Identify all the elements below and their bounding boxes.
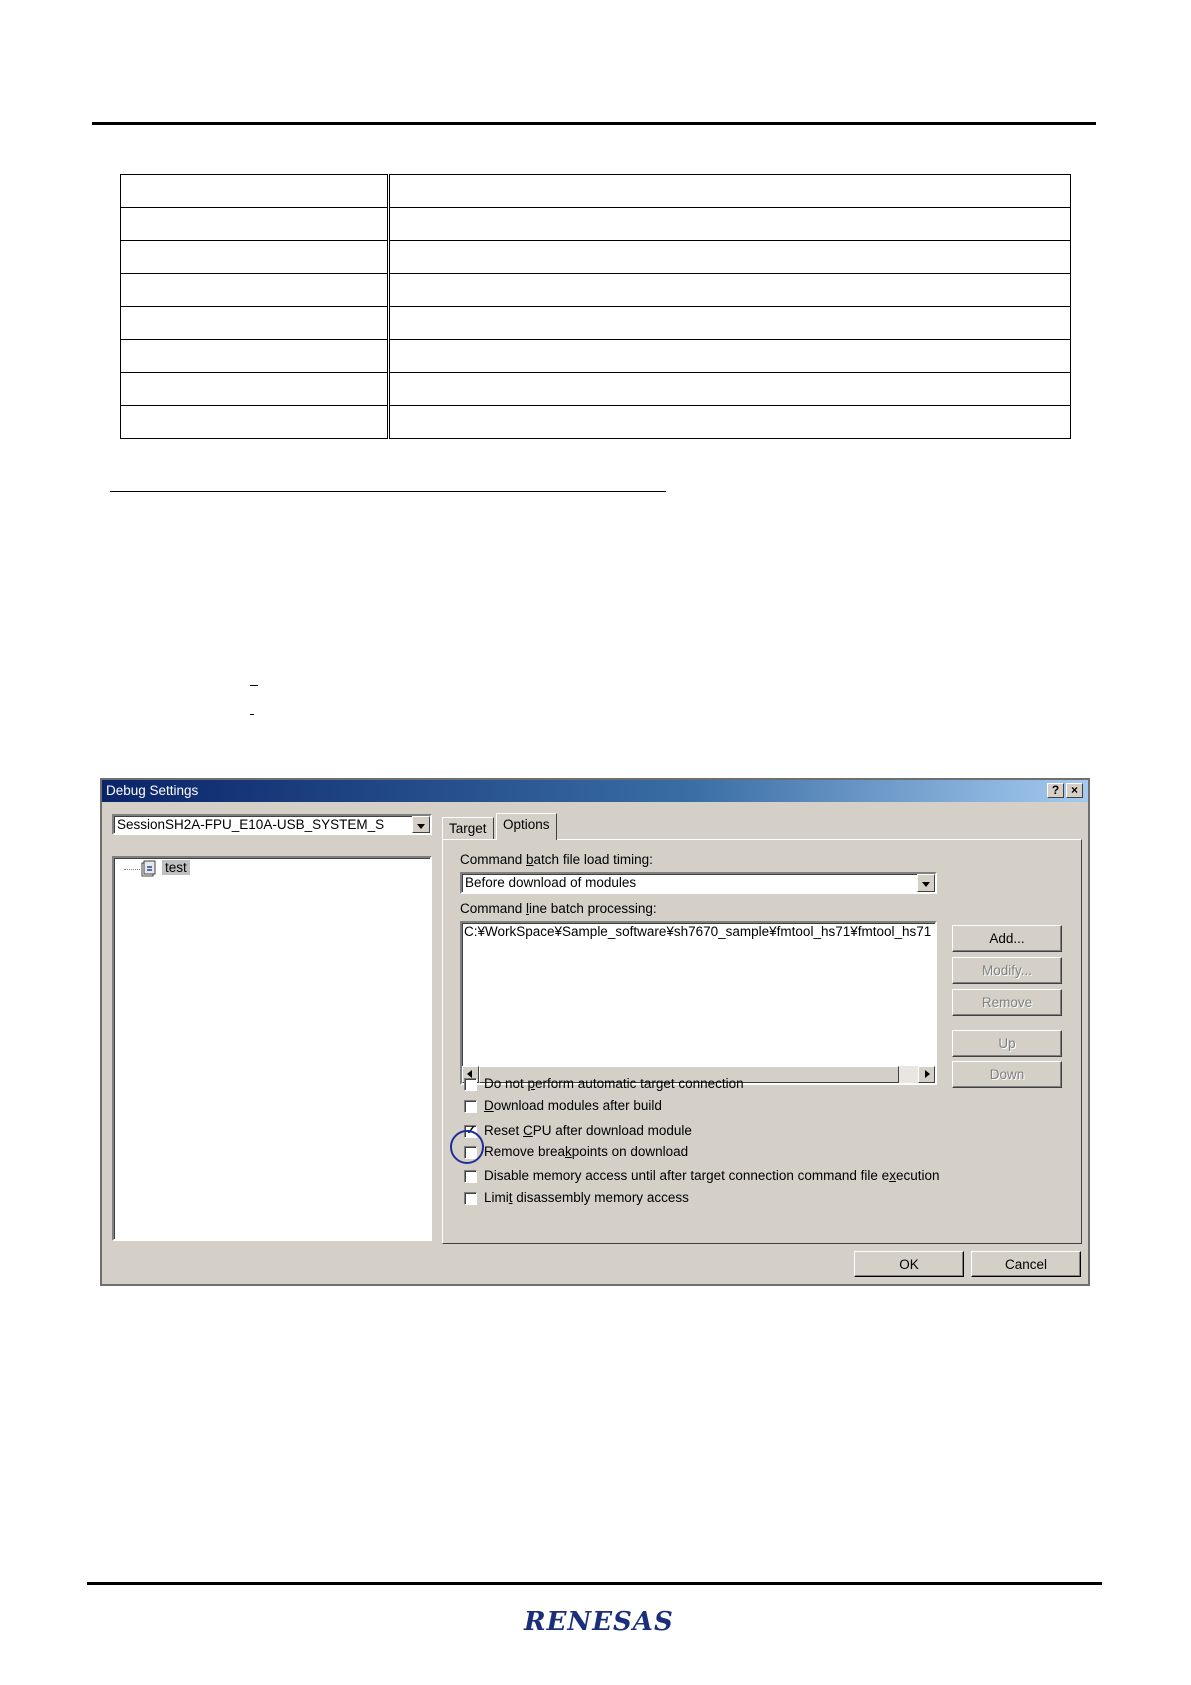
footer-rule [87,1582,1102,1585]
label-accelerator: l [526,901,530,916]
table-row [121,340,1071,373]
label-text: Do not [484,1076,528,1091]
close-button[interactable]: × [1066,783,1083,798]
label-text: Command [460,901,527,916]
label-text: points on download [571,1144,689,1159]
checkbox-label[interactable] [484,1168,939,1183]
table-row [121,241,1071,274]
table-cell [121,373,389,406]
table-row [121,373,1071,406]
chevron-down-icon[interactable] [412,816,430,833]
checkbox-label[interactable] [484,1098,662,1113]
table-row [121,307,1071,340]
scroll-right-icon[interactable] [918,1066,935,1083]
checkmark-icon: ✓ [466,1123,477,1137]
label-accelerator: t [508,1190,513,1205]
label-text: PU after download module [532,1123,692,1138]
text-fragment-mark [250,714,254,715]
down-button[interactable]: Down [952,1061,1062,1088]
line-batch-label [460,901,657,916]
table-row [121,406,1071,439]
document-table [120,174,1071,439]
label-text: Remove brea [484,1144,566,1159]
table-cell [121,406,389,439]
ok-button[interactable]: OK [854,1251,964,1277]
tree-connector [124,869,140,870]
checkbox-box[interactable] [464,1078,477,1091]
label-text: ownload modules after build [493,1098,662,1113]
batch-load-timing-select[interactable] [460,872,937,894]
checkbox-label[interactable] [484,1144,688,1159]
label-accelerator: D [484,1098,494,1113]
label-accelerator: p [527,1076,536,1091]
label-text: atch file load timing: [533,852,653,867]
table-cell [389,373,1071,406]
table-cell [389,274,1071,307]
checkbox-box[interactable] [464,1170,477,1183]
tree-item-test[interactable]: test [162,860,190,875]
label-text: Command [460,852,527,867]
cancel-button[interactable]: Cancel [971,1251,1081,1277]
batch-load-timing-label [460,852,653,867]
chevron-down-icon[interactable] [917,874,935,892]
batch-load-timing-value: Before download of modules [465,875,637,890]
table-cell [121,274,389,307]
label-text: ecution [895,1168,940,1183]
table-cell [389,175,1071,208]
add-button[interactable]: Add... [952,925,1062,952]
table-row [121,175,1071,208]
session-tree[interactable] [112,856,432,1241]
up-button[interactable]: Up [952,1030,1062,1057]
table-cell [389,208,1071,241]
debug-settings-dialog [100,778,1090,1286]
label-text: Reset [484,1123,524,1138]
label-text: disassembly memory access [512,1190,689,1205]
modify-button[interactable]: Modify... [952,957,1062,984]
table-cell [389,307,1071,340]
table-cell [121,307,389,340]
options-panel [442,839,1082,1244]
table-cell [389,340,1071,373]
checkbox-label[interactable] [484,1123,692,1138]
document-icon [141,860,155,876]
remove-button[interactable]: Remove [952,989,1062,1016]
checkbox-label[interactable] [484,1190,689,1205]
session-select-value: SessionSH2A-FPU_E10A-USB_SYSTEM_S [117,817,385,832]
help-button[interactable]: ? [1047,783,1064,798]
label-accelerator: C [523,1123,533,1138]
table-cell [121,208,389,241]
checkbox-box[interactable] [464,1192,477,1205]
table-row [121,208,1071,241]
renesas-logo: RENESAS [524,1607,674,1637]
title-bar [102,780,1088,802]
label-text: ine batch processing: [529,901,657,916]
label-accelerator: k [565,1144,572,1159]
label-text: Limi [484,1190,509,1205]
checkbox-label[interactable] [484,1076,744,1091]
table-cell [389,241,1071,274]
batch-file-list[interactable] [460,921,937,1085]
label-accelerator: b [526,852,534,867]
tab-options[interactable]: Options [496,813,557,840]
label-text: erform automatic target connection [535,1076,744,1091]
dialog-title: Debug Settings [106,783,199,798]
table-cell [121,340,389,373]
label-text: Disable memory access until after target connection command file e [484,1168,890,1183]
heading-underline [110,491,666,492]
header-rule [92,122,1096,125]
table-cell [121,175,389,208]
highlight-circle [450,1130,484,1164]
list-item[interactable]: C:¥WorkSpace¥Sample_software¥sh7670_sample¥fmtool_hs71¥fmtool_hs71 [464,924,932,939]
table-cell [121,241,389,274]
text-fragment-mark [250,685,258,686]
checkbox-box[interactable] [464,1100,477,1113]
tab-target[interactable]: Target [442,817,494,839]
table-cell [389,406,1071,439]
session-select[interactable] [112,814,432,835]
table-row [121,274,1071,307]
label-accelerator: x [889,1168,896,1183]
